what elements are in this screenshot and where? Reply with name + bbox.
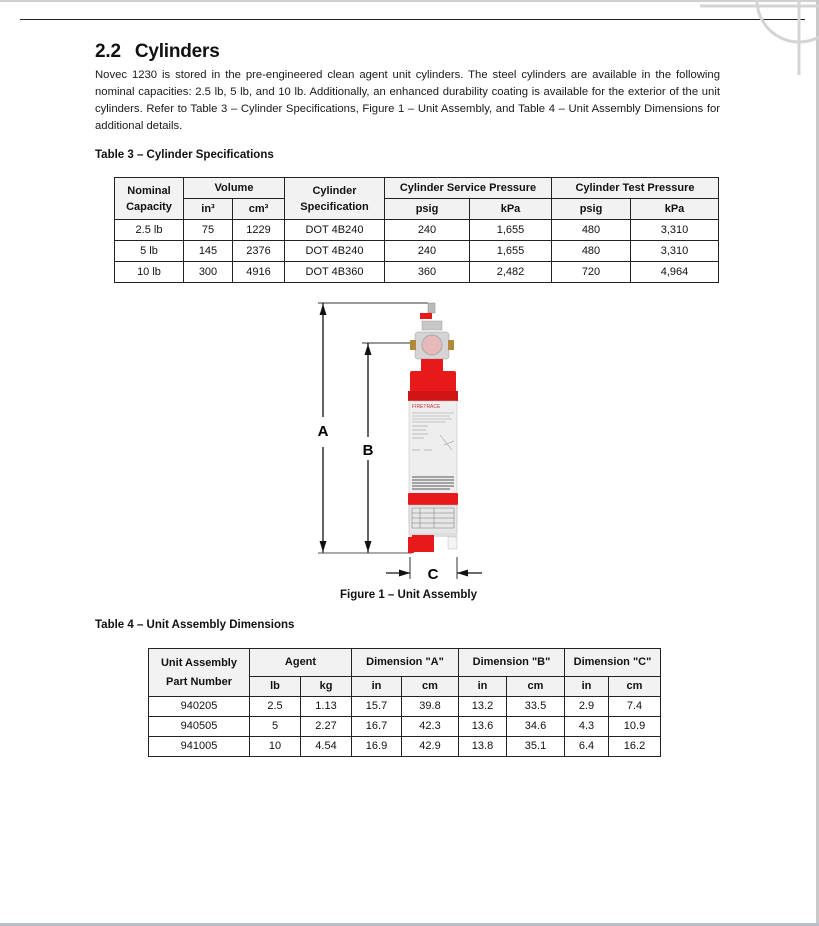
table-row (115, 241, 719, 262)
cell-agent-lb: 2.5 (250, 697, 301, 717)
unit-assembly-figure (300, 295, 500, 585)
cell-agent-kg: 2.27 (301, 717, 352, 737)
section-number: 2.2 (95, 41, 121, 62)
header-agent: Agent (250, 649, 352, 677)
cell-c-cm: 7.4 (609, 697, 661, 717)
header-part-number: Unit Assembly Part Number (149, 649, 250, 697)
cell-part-number: 940505 (149, 717, 250, 737)
cell-test-kpa: 3,310 (631, 241, 719, 262)
header-agent-kg: kg (301, 677, 352, 697)
cell-spec: DOT 4B360 (285, 262, 385, 283)
table3-caption: Table 3 – Cylinder Specifications (95, 149, 274, 161)
header-service-kpa: kPa (470, 199, 552, 220)
header-service-pressure: Cylinder Service Pressure (385, 178, 552, 199)
cell-b-cm: 35.1 (507, 737, 565, 757)
cell-service-psig: 240 (385, 220, 470, 241)
header-volume-cm3: cm³ (233, 199, 285, 220)
cell-b-in: 13.8 (459, 737, 507, 757)
cell-service-kpa: 2,482 (470, 262, 552, 283)
dimension-b-indicator (362, 343, 412, 553)
table-row (115, 220, 719, 241)
cell-test-kpa: 3,310 (631, 220, 719, 241)
cell-volume-in3: 145 (184, 241, 233, 262)
cell-c-cm: 16.2 (609, 737, 661, 757)
cell-a-cm: 42.9 (402, 737, 459, 757)
section-heading (95, 41, 220, 63)
header-service-psig: psig (385, 199, 470, 220)
header-rule (20, 19, 805, 20)
header-test-pressure: Cylinder Test Pressure (552, 178, 719, 199)
cell-spec: DOT 4B240 (285, 220, 385, 241)
cell-c-in: 2.9 (565, 697, 609, 717)
header-test-kpa: kPa (631, 199, 719, 220)
figure1-caption: Figure 1 – Unit Assembly (340, 589, 477, 601)
header-c-cm: cm (609, 677, 661, 697)
header-a-in: in (352, 677, 402, 697)
header-cylinder-specification: Cylinder Specification (285, 178, 385, 220)
cell-b-cm: 34.6 (507, 717, 565, 737)
header-agent-lb: lb (250, 677, 301, 697)
table4-caption: Table 4 – Unit Assembly Dimensions (95, 619, 295, 631)
brand-label: FIRETRACE (412, 404, 441, 410)
cell-nominal: 5 lb (115, 241, 184, 262)
dimension-a-label: A (317, 423, 329, 440)
cell-service-psig: 240 (385, 241, 470, 262)
cell-test-kpa: 4,964 (631, 262, 719, 283)
cell-test-psig: 720 (552, 262, 631, 283)
cylinder-specifications-table (114, 177, 719, 283)
cylinder-illustration (408, 303, 458, 553)
header-a-cm: cm (402, 677, 459, 697)
header-volume: Volume (184, 178, 285, 199)
header-nominal-capacity: Nominal Capacity (115, 178, 184, 220)
table-row (149, 697, 661, 717)
header-volume-in3: in³ (184, 199, 233, 220)
cell-agent-kg: 1.13 (301, 697, 352, 717)
cell-a-cm: 39.8 (402, 697, 459, 717)
cell-b-in: 13.2 (459, 697, 507, 717)
cell-c-cm: 10.9 (609, 717, 661, 737)
header-dimension-b: Dimension "B" (459, 649, 565, 677)
header-dimension-a: Dimension "A" (352, 649, 459, 677)
cell-volume-cm3: 4916 (233, 262, 285, 283)
cell-test-psig: 480 (552, 220, 631, 241)
cell-service-kpa: 1,655 (470, 220, 552, 241)
unit-assembly-dimensions-table (148, 648, 661, 757)
header-b-cm: cm (507, 677, 565, 697)
cell-b-in: 13.6 (459, 717, 507, 737)
cell-agent-lb: 10 (250, 737, 301, 757)
cell-c-in: 4.3 (565, 717, 609, 737)
cell-a-in: 15.7 (352, 697, 402, 717)
header-c-in: in (565, 677, 609, 697)
cell-nominal: 10 lb (115, 262, 184, 283)
cell-a-in: 16.9 (352, 737, 402, 757)
cell-volume-cm3: 1229 (233, 220, 285, 241)
cell-volume-cm3: 2376 (233, 241, 285, 262)
cell-a-in: 16.7 (352, 717, 402, 737)
cell-a-cm: 42.3 (402, 717, 459, 737)
cell-b-cm: 33.5 (507, 697, 565, 717)
cell-agent-lb: 5 (250, 717, 301, 737)
cell-part-number: 940205 (149, 697, 250, 717)
dimension-c-indicator (386, 557, 482, 583)
cell-service-psig: 360 (385, 262, 470, 283)
dimension-b-label: B (362, 442, 374, 459)
cell-c-in: 6.4 (565, 737, 609, 757)
table-row (115, 262, 719, 283)
viewer-top-edge (0, 0, 819, 2)
table-row (149, 737, 661, 757)
cell-volume-in3: 75 (184, 220, 233, 241)
cell-volume-in3: 300 (184, 262, 233, 283)
cell-spec: DOT 4B240 (285, 241, 385, 262)
header-b-in: in (459, 677, 507, 697)
cell-nominal: 2.5 lb (115, 220, 184, 241)
header-dimension-c: Dimension "C" (565, 649, 661, 677)
cell-service-kpa: 1,655 (470, 241, 552, 262)
header-test-psig: psig (552, 199, 631, 220)
section-paragraph: Novec 1230 is stored in the pre-engineered clean agent unit cylinders. The steel cylinders are available in the following nominal capacities: 2.5 lb, 5 lb, and 10 lb. Additionally, an enhanced durability coating is available for the exterior of the unit cylinders. Refer to Table 3 – Cylinder Specifications, Figure 1 – Unit Assembly, and Table 4 – Unit Assembly Dimensions for additional details. (95, 69, 720, 132)
cell-agent-kg: 4.54 (301, 737, 352, 757)
table-row (149, 717, 661, 737)
cell-test-psig: 480 (552, 241, 631, 262)
cell-part-number: 941005 (149, 737, 250, 757)
dimension-c-label: C (427, 566, 439, 583)
section-title: Cylinders (134, 41, 220, 62)
